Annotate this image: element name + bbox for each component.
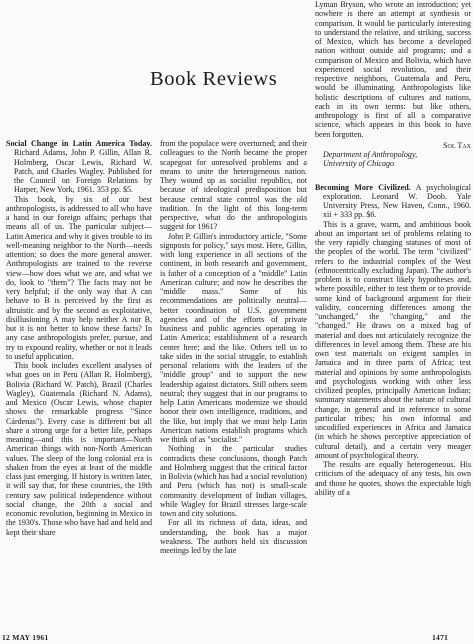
spacer — [315, 169, 471, 183]
review-paragraph: Nothing in the particular studies contradicts these conclusions, though Patch and Holmberg suggest that the critical factor in Bolivia (which has had a social revolution) and Peru (which has not) is small-scale community development of Indian villages, while Wagley for Brazil stresses large-scale town and city solutions. — [160, 444, 307, 518]
book-citation-2 — [315, 183, 471, 220]
book-citation-1 — [6, 139, 152, 195]
reviewer-affiliation-dept: Department of Anthropology, — [323, 150, 418, 159]
column-middle — [160, 139, 307, 555]
book-details-2: A psychological exploration. Leonard W. Doob. Yale University Press, New Haven, Conn., 1960. xii + 333 pp. $6. — [323, 182, 471, 220]
reviewer-name: Sol Tax — [443, 140, 471, 150]
review-paragraph: This book, by six of our best anthropologists, is addressed to all who have a hand in our foreign affairs; perhaps that means all of us. The particular subject—Latin America and why it gives trouble to its well-meaning neighbor to the North—needs attention; so does the more general answer. Anthropologists are trained to the reverse view—how does what we are, and what we do, look to "them"? The facts may not be very helpful; if the only way that A can behave to B is perceived by the first as altruistic and by the second as exploitative, disillusioning A may help neither A nor B, but it is not better to know these facts? In any case anthropologists prefer, pursue, and try to expound reality, whether or not it leads to useful application. — [6, 194, 152, 361]
issue-date: 12 MAY 1961 — [2, 633, 49, 642]
column-left — [6, 139, 152, 537]
review-paragraph: The results are equally heterogeneous. His criticism of the adequacy of any tests, his own and those he quotes, shows the expectable high ability of a — [315, 460, 471, 497]
review-paragraph: This book includes excellent analyses of what goes on in Peru (Allan R. Holmberg), Bolivia (Richard W. Patch), Brazil (Charles Wagley), Guatemala (Richard N. Adams), and Mexico (Oscar Lewis, whose chapter shows the remarkable progress "Since Cárdenas"). Every case is different but all share a strong urge for a better life, perhaps meaning—and this is important—North American things with non-North American values. The sleep of the long colonial era is shaken from the eyes at least of the middle class just emerging. If history is written later, it will say that, for these countries, the 19th century saw political independence without social change, the 20th a social and economic revolution, beginning in Mexico in the 1930's. Those who have had and held and kept their share — [6, 361, 152, 537]
page-title: Book Reviews — [150, 68, 278, 90]
review-paragraph: from the populace were overturned; and their colleagues to the North became the proper scapegoat for unresolved problems and a means to unite the heterogeneous nation. They wound up as socialist republics, not because of ideological predisposition but because central state control was the old tradition. In the light of this long-term perspective, what do the anthropologists suggest for 1961? — [160, 139, 307, 232]
review-paragraph: Lyman Bryson, who wrote an introduction; yet nowhere is there an attempt at synthesis or comparison. It would be particularly interesting to understand the relative, and striking, success of Mexico, which has become a developed nation without outside aid programs; and a comparison of Mexico and Bolivia, which have experienced social revolution, and their respective neighbors, Guatemala and Peru, would be illuminating. Anthropologists like holistic descriptions of cultures and nations, each in its own terms: but like others, anthropology is first of all a comparative science, which appears in this book to have been forgotten. — [315, 0, 471, 139]
book-details-1: Richard Adams, John P. Gillin, Allan R. Holmberg, Oscar Lewis, Richard W. Patch, and Charles Wagley. Published for the Council on Foreign Relations by Harper, New York, 1961. 353 pp. $5. — [14, 148, 152, 195]
book-title-1: Social Change in Latin America Today. — [6, 139, 152, 148]
review-paragraph: This is a grave, warm, and ambitious book about an important set of problems relating to the very rapidly changing statuses of most of the peoples of the world. The term "civilized" refers to the industrial complex of the West (ethnocentrically excluding Japan). The author's problem is to construct likely hypotheses and, where possible, either to test them or to provide some kind of background argument for their validity, concerning differences among the "unchanged," the "changing," and the "changed." He draws on a mixed bag of material and does not articulately recognize the differences in level among them. These are his own test materials on exigent samples in Jamaica and in three parts of Africa; test material and opinions by some anthropologists and psychologists working with other less civilized peoples, principally American Indian; summary statements about the nature of cultural change, in general and in reference to some particular tribes; his own informal and uncodified experiences in Africa and Jamaica (in which he shows perceptive appreciation of cultural detail), and a certain very meager amount of psychological theory. — [315, 219, 471, 460]
book-title-2: Becoming More Civilized. — [315, 182, 411, 192]
review-paragraph: John P. Gillin's introductory article, "Some signposts for policy," says most. Here, Gillin, with long experience in all sections of the continent, in both research and government, is father of a conception of a "middle" Latin American culture; and now he describes the "middle mass." Some of his recommendations are politically neutral—better coordination of U.S. government agencies and of the efforts of private business and public agencies operating in Latin America; establishment of a research center here; and the like. Others tell us to take sides in the social struggle, to establish personal relations with the leaders of the "middle group" and to support the new leadership against dictators. Still others seem neutral; they suggest that in our programs to help Latin Americans modernize we should honor their own intelligence, traditions, and the like, but imply that we must help Latin American nations establish programs which we think of as "socialist." — [160, 231, 307, 444]
review-paragraph: For all its richness of data, ideas, and understanding, the book has a major weakness. The authors held six discussion meetings led by the late — [160, 518, 307, 555]
column-right — [315, 0, 471, 497]
reviewer-affiliation-univ: University of Chicago — [323, 159, 395, 169]
page-number: 1471 — [432, 633, 449, 642]
